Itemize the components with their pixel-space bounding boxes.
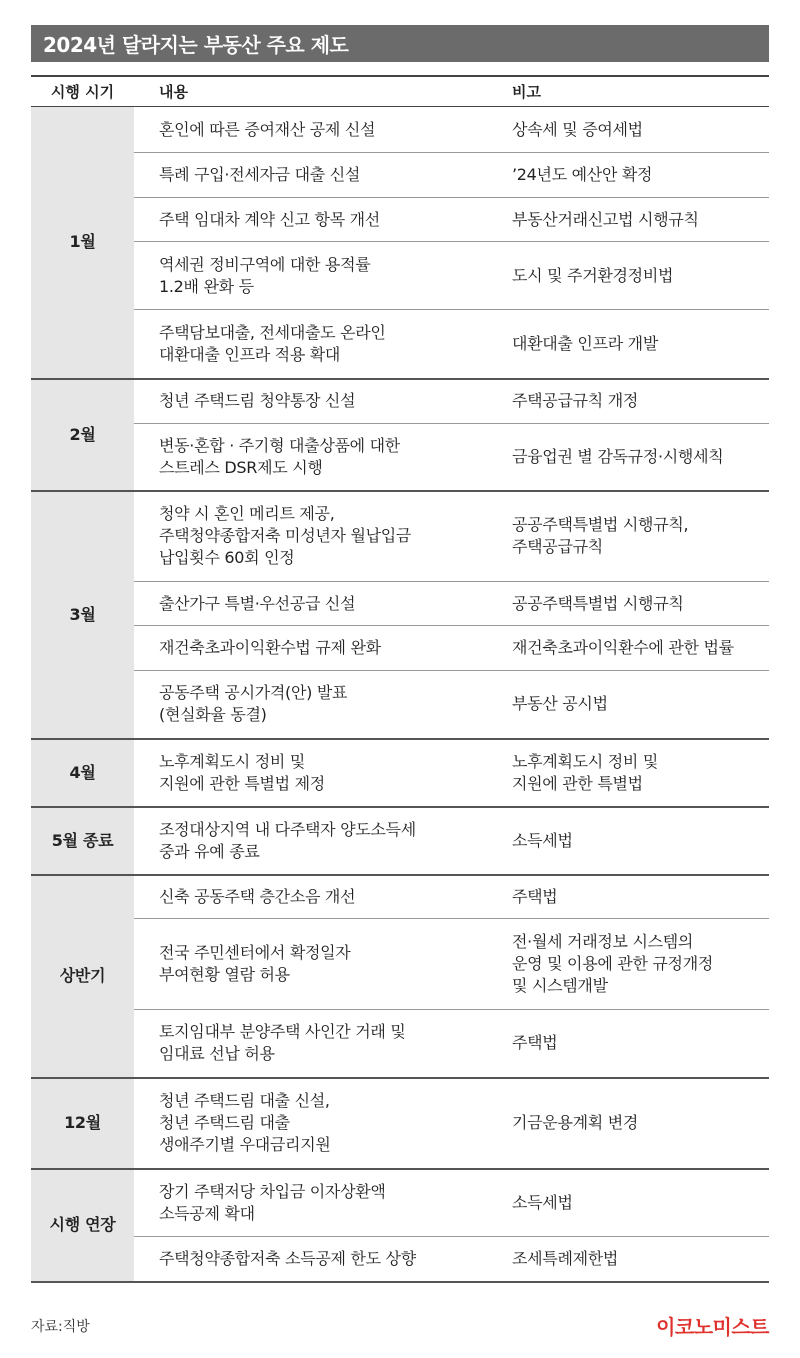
table-row [31,198,769,242]
content-line: 노후계획도시 정비 및 [159,751,305,771]
content-line: 전국 주민센터에서 확정일자 [159,943,351,962]
note-line: 전·월세 거래정보 시스템의 [512,932,694,951]
note-cell [487,807,769,875]
table-row [31,310,769,379]
content-cell [134,107,487,153]
content-line: 부여현황 열람 허용 [159,965,290,984]
note-cell [487,739,769,807]
source-note: 자료:직방 [31,1319,90,1335]
content-cell [134,424,487,491]
content-line: 토지임대부 분양주택 사인간 거래 및 [159,1022,406,1042]
note-line: 주택공급규칙 개정 [512,391,639,411]
content-line: 생애주기별 우대금리지원 [159,1135,331,1154]
note-line: 기금운용계획 변경 [512,1113,639,1132]
note-line: 조세특례제한법 [512,1248,619,1268]
note-line: 금융업권 별 감독규정·시행세칙 [512,446,724,466]
content-cell [134,242,487,310]
note-cell [487,626,769,671]
period-cell: 12월 [31,1078,134,1169]
content-line: 스트레스 DSR제도 시행 [159,457,323,477]
table-row [31,807,769,875]
note-cell [487,1237,769,1282]
table-row [31,1010,769,1078]
table-row [31,242,769,310]
period-cell: 상반기 [31,875,134,1078]
table-row [31,919,769,1010]
content-line: 대환대출 인프라 적용 확대 [159,344,341,364]
table-header-row [31,76,769,107]
period-cell: 시행 연장 [31,1169,134,1282]
note-cell [487,379,769,424]
content-line: 임대료 선납 허용 [159,1044,275,1064]
content-cell [134,1010,487,1078]
note-cell [487,153,769,198]
note-line: 소득세법 [512,1192,573,1212]
content-line: 주택청약종합저축 미성년자 월납입금 [159,526,412,546]
note-line: 부동산 공시법 [512,694,608,714]
content-line: 공동주택 공시가격(안) 발표 [159,683,348,703]
period-cell: 2월 [31,379,134,491]
note-line: 부동산거래신고법 시행규칙 [512,209,699,229]
content-line: 청약 시 혼인 메리트 제공, [159,504,335,524]
note-cell [487,491,769,582]
content-line: (현실화율 동결) [159,705,267,725]
period-cell: 5월 종료 [31,807,134,875]
table-row [31,582,769,626]
content-line: 장기 주택저당 차입금 이자상환액 [159,1181,386,1201]
note-cell [487,671,769,739]
note-cell [487,582,769,626]
note-line: ’24년도 예산안 확정 [512,165,653,184]
content-cell [134,1237,487,1282]
note-line: 대환대출 인프라 개발 [512,333,658,353]
note-cell [487,107,769,153]
header-period: 시행 시기 [31,76,134,107]
table-row [31,153,769,198]
note-line: 주택법 [512,886,558,906]
content-line: 신축 공동주택 층간소음 개선 [159,886,356,906]
content-cell [134,626,487,671]
content-line: 주택청약종합저축 소득공제 한도 상향 [159,1248,416,1268]
table-row [31,379,769,424]
note-cell [487,1078,769,1169]
content-cell [134,310,487,379]
note-line: 운영 및 이용에 관한 규정개정 [512,954,714,973]
note-line: 공공주택특별법 시행규칙, [512,515,689,535]
content-line: 청년 주택드림 대출 [159,1113,290,1132]
content-cell [134,875,487,919]
content-line: 1.2배 완화 등 [159,276,254,296]
content-line: 역세권 정비구역에 대한 용적률 [159,254,371,274]
content-cell [134,919,487,1010]
table-row [31,875,769,919]
note-line: 주택공급규칙 [512,537,603,557]
content-cell [134,153,487,198]
content-cell [134,1169,487,1237]
note-cell [487,1010,769,1078]
note-line: 상속세 및 증여세법 [512,119,643,139]
note-cell [487,310,769,379]
table-row [31,1237,769,1282]
content-line: 조정대상지역 내 다주택자 양도소득세 [159,819,416,839]
table-row [31,671,769,739]
publisher-logo: 이코노미스트 [656,1315,769,1339]
content-line: 지원에 관한 특별법 제정 [159,773,325,793]
note-line: 소득세법 [512,830,573,850]
note-line: 및 시스템개발 [512,976,608,995]
table-row [31,491,769,582]
note-line: 도시 및 주거환경정비법 [512,265,674,285]
table-row [31,739,769,807]
period-cell: 1월 [31,107,134,379]
content-cell [134,379,487,424]
content-line: 납입횟수 60회 인정 [159,548,295,568]
content-line: 청년 주택드림 대출 신설, [159,1091,330,1110]
content-cell [134,807,487,875]
content-cell [134,671,487,739]
content-cell [134,582,487,626]
content-cell [134,1078,487,1169]
header-content: 내용 [134,76,487,107]
content-cell [134,198,487,242]
header-note: 비고 [487,76,769,107]
note-line: 공공주택특별법 시행규칙 [512,593,684,613]
content-cell [134,491,487,582]
note-cell [487,1169,769,1237]
note-line: 재건축초과이익환수에 관한 법률 [512,638,734,657]
table-body [31,107,769,1282]
table-row [31,1169,769,1237]
content-line: 혼인에 따른 증여재산 공제 신설 [159,119,376,139]
table-row [31,626,769,671]
note-line: 노후계획도시 정비 및 [512,751,658,771]
page-title: 2024년 달라지는 부동산 주요 제도 [31,25,769,62]
content-line: 청년 주택드림 청약통장 신설 [159,391,356,411]
policy-table [31,75,769,1283]
period-cell: 4월 [31,739,134,807]
content-line: 변동·혼합 · 주기형 대출상품에 대한 [159,435,400,455]
note-line: 주택법 [512,1033,558,1053]
content-line: 중과 유예 종료 [159,841,260,861]
note-cell [487,875,769,919]
content-line: 주택 임대차 계약 신고 항목 개선 [159,209,380,229]
note-cell [487,198,769,242]
note-cell [487,242,769,310]
period-cell: 3월 [31,491,134,739]
note-cell [487,424,769,491]
table-row [31,1078,769,1169]
table-row [31,424,769,491]
content-line: 특례 구입·전세자금 대출 신설 [159,165,361,184]
content-cell [134,739,487,807]
table-row [31,107,769,153]
note-cell [487,919,769,1010]
content-line: 주택담보대출, 전세대출도 온라인 [159,322,386,342]
content-line: 재건축초과이익환수법 규제 완화 [159,638,381,657]
note-line: 지원에 관한 특별법 [512,773,643,793]
content-line: 소득공제 확대 [159,1203,255,1223]
content-line: 출산가구 특별·우선공급 신설 [159,593,356,613]
